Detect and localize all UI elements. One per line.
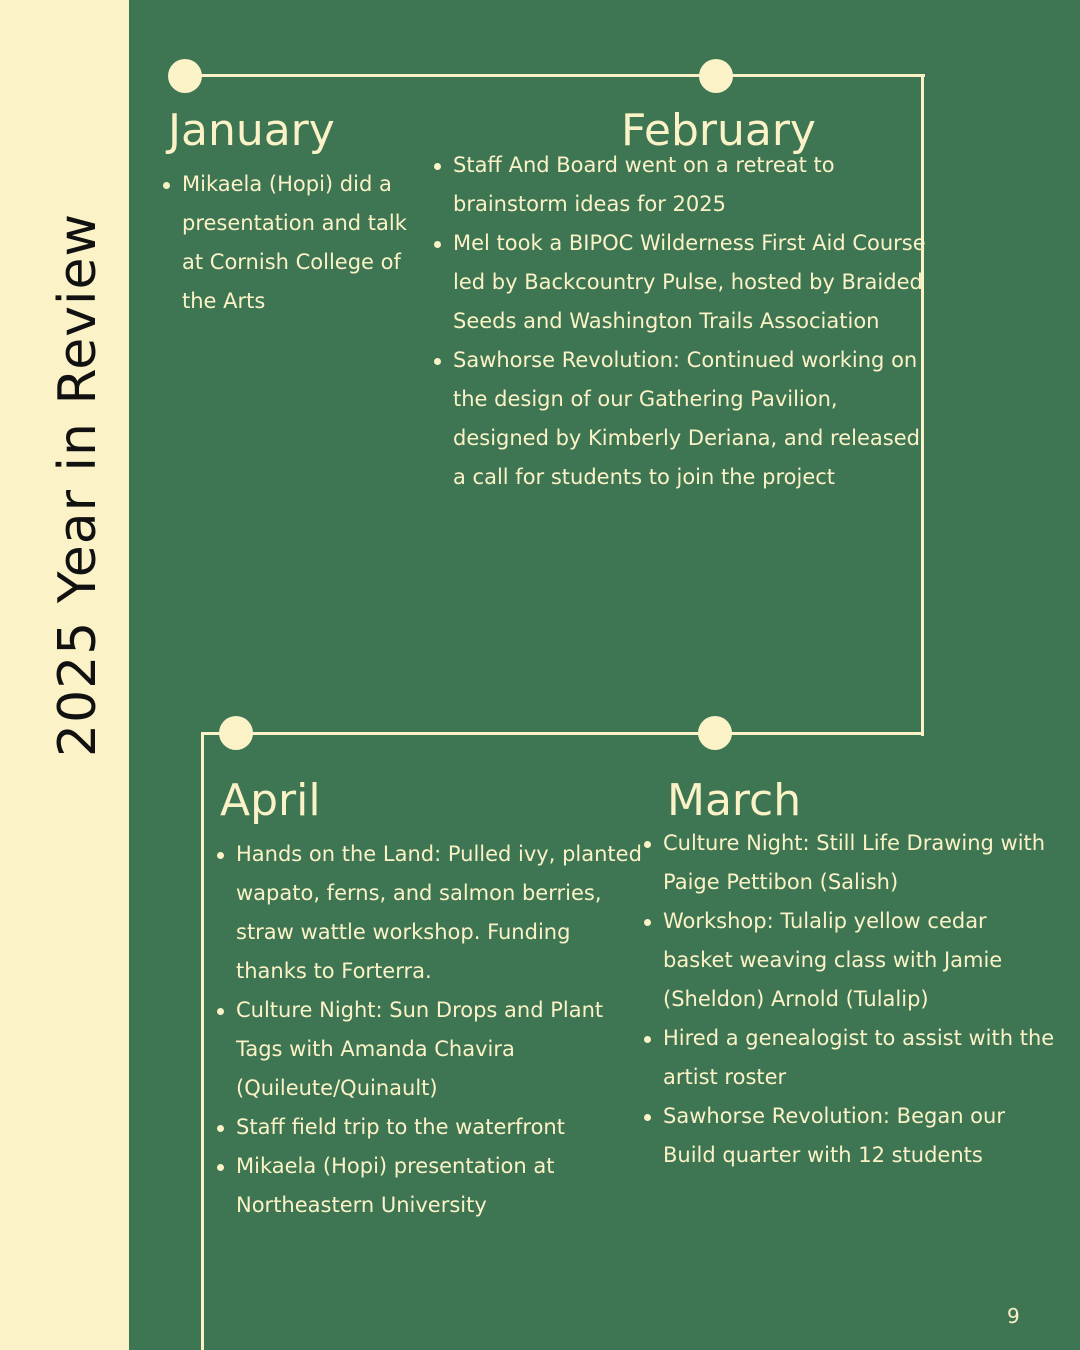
timeline-dot-march: [698, 716, 732, 750]
list-item: Mel took a BIPOC Wilderness First Aid Course led by Backcountry Pulse, hosted by Braided Seeds and Washington Trails Association: [453, 224, 933, 341]
timeline-dot-january: [168, 59, 202, 93]
list-item: Sawhorse Revolution: Began our Build quarter with 12 students: [663, 1097, 1058, 1175]
list-item: Culture Night: Sun Drops and Plant Tags with Amanda Chavira (Quileute/Quinault): [236, 991, 646, 1108]
page-title: 2025 Year in Review: [48, 213, 108, 757]
february-list: [431, 146, 933, 497]
timeline-dot-april: [219, 716, 253, 750]
month-heading-march: March: [667, 775, 802, 826]
timeline-line-left: [201, 732, 204, 1350]
timeline-line-top: [185, 74, 925, 77]
sidebar: [0, 0, 129, 1350]
list-item: Staff And Board went on a retreat to brainstorm ideas for 2025: [453, 146, 933, 224]
january-list: [160, 165, 427, 321]
list-item: Hands on the Land: Pulled ivy, planted wapato, ferns, and salmon berries, straw wattle workshop. Funding thanks to Forterra.: [236, 835, 646, 991]
march-list: [641, 824, 1058, 1175]
list-item: Sawhorse Revolution: Continued working on the design of our Gathering Pavilion, designed by Kimberly Deriana, and released a call for students to join the project: [453, 341, 933, 497]
page-number: 9: [1007, 1304, 1020, 1328]
list-item: Hired a genealogist to assist with the artist roster: [663, 1019, 1058, 1097]
list-item: Staff field trip to the waterfront: [236, 1108, 646, 1147]
timeline-dot-february: [699, 59, 733, 93]
april-list: [214, 835, 646, 1225]
list-item: Workshop: Tulalip yellow cedar basket weaving class with Jamie (Sheldon) Arnold (Tulalip): [663, 902, 1058, 1019]
list-item: Mikaela (Hopi) did a presentation and talk at Cornish College of the Arts: [182, 165, 427, 321]
list-item: Mikaela (Hopi) presentation at Northeastern University: [236, 1147, 646, 1225]
month-heading-april: April: [220, 775, 321, 826]
month-heading-february: February: [621, 105, 816, 156]
list-item: Culture Night: Still Life Drawing with Paige Pettibon (Salish): [663, 824, 1058, 902]
timeline-line-middle: [201, 732, 924, 735]
month-heading-january: January: [168, 105, 335, 156]
